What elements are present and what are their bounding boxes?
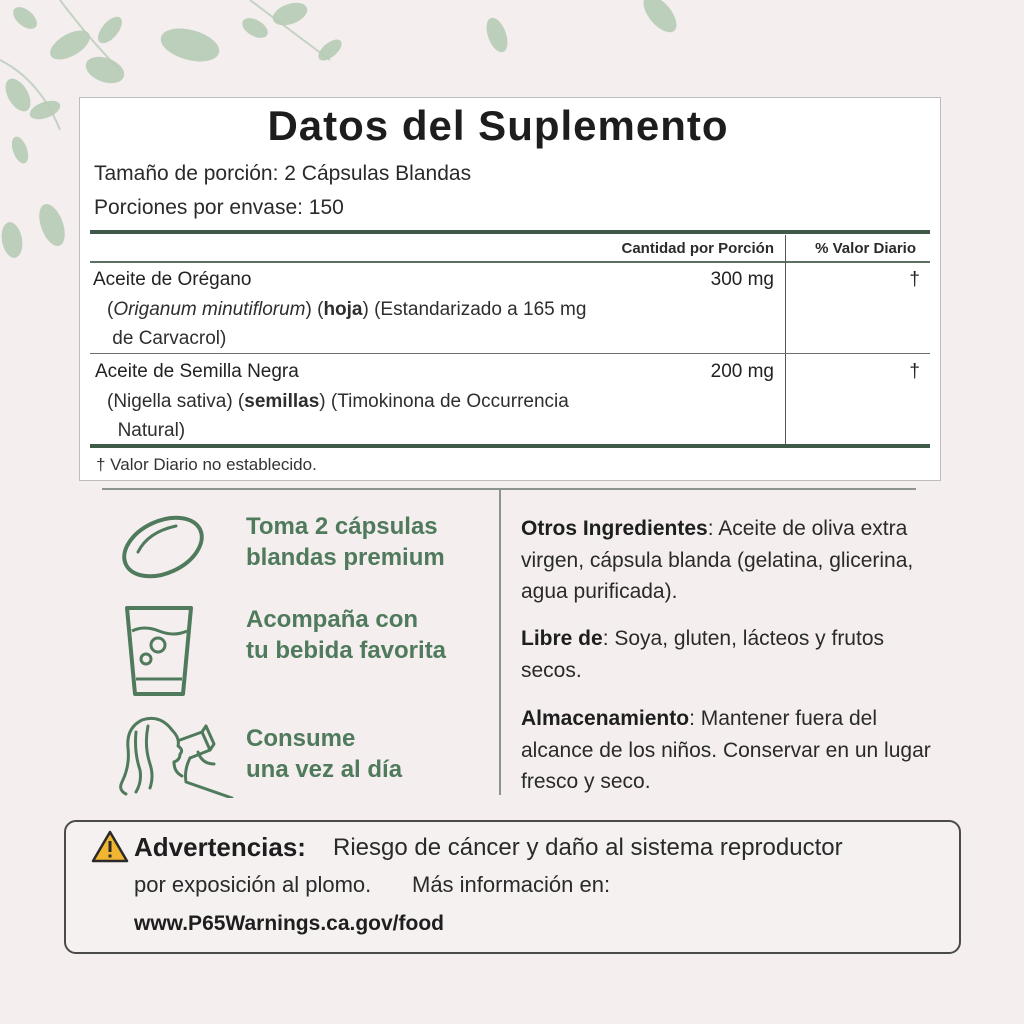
column-divider-vertical (499, 490, 501, 795)
occurrence: (Timokinona de Occurrencia (330, 391, 569, 412)
other-ingredients-label: Otros Ingredientes (521, 517, 708, 540)
ingredient-name: Aceite de Semilla Negra (95, 361, 299, 382)
other-ingredients-text: : Aceite de oliva extra virgen, cápsula blanda (gelatina, glicerina, agua purificada). (521, 517, 914, 603)
rule-header (90, 261, 930, 263)
warning-box (64, 820, 961, 954)
step-once-daily: Consume una vez al día (246, 725, 403, 783)
ingredient-dv: † (909, 361, 920, 382)
ingredient-description: (Origanum minutiflorum) (hoja) (Estandarizado a 165 mg de Carvacrol) (107, 299, 587, 349)
ingredient-name: Aceite de Orégano (93, 269, 252, 290)
row-divider (90, 353, 930, 354)
softgel-capsule-icon (118, 512, 208, 587)
storage-text: : Mantener fuera del alcance de los niños. Conservar en un lugar fresco y seco. (521, 707, 931, 793)
footnote: † Valor Diario no establecido. (96, 455, 317, 474)
woman-drinking-icon (114, 712, 238, 803)
column-dv-header: % Valor Diario (815, 240, 916, 257)
ingredient-amount: 200 mg (710, 361, 774, 382)
free-from-label: Libre de (521, 627, 603, 650)
section-divider (102, 488, 916, 490)
plant-part: semillas (244, 391, 320, 412)
warning-url-link[interactable]: www.P65Warnings.ca.gov/food (134, 912, 444, 935)
standardization: (Estandarizado a 165 mg (374, 299, 587, 320)
warning-more-info: Más información en: (412, 872, 611, 897)
warning-text-line2: por exposición al plomo. (134, 872, 372, 897)
rule-thick-bottom (90, 444, 930, 448)
free-from (521, 623, 941, 686)
latin-name: Origanum minutiflorum (113, 299, 306, 320)
free-from-text: : Soya, gluten, lácteos y frutos secos. (521, 627, 885, 682)
warning-title: Advertencias: (134, 832, 306, 862)
step-take-capsules: Toma 2 cápsulas blandas premium (246, 513, 445, 571)
storage-label: Almacenamiento (521, 707, 690, 730)
column-divider (785, 235, 786, 445)
storage (521, 703, 941, 798)
step-with-drink: Acompaña con tu bebida favorita (246, 606, 447, 664)
ingredient-description: (Nigella sativa) (semillas) (Timokinona de Occurrencia Natural) (107, 391, 569, 441)
occurrence-cont: Natural) (117, 420, 186, 441)
servings-per-container: Porciones por envase: 150 (94, 196, 344, 219)
water-glass-icon (124, 605, 194, 702)
plant-part: hoja (323, 299, 363, 320)
serving-size: Tamaño de porción: 2 Cápsulas Blandas (94, 162, 472, 185)
latin-name: (Nigella sativa) (107, 391, 233, 412)
standardization-cont: de Carvacrol) (112, 328, 227, 349)
supplement-facts-panel (79, 97, 941, 481)
warning-triangle-icon (91, 830, 129, 869)
other-ingredients (521, 513, 941, 608)
column-amount-header: Cantidad por Porción (621, 240, 774, 257)
warning-text-line1: Riesgo de cáncer y daño al sistema reproductor (333, 834, 843, 861)
facts-title: Datos del Suplemento (267, 102, 729, 149)
ingredient-dv: † (909, 269, 920, 290)
rule-thick-top (90, 230, 930, 234)
ingredient-amount: 300 mg (710, 269, 774, 290)
